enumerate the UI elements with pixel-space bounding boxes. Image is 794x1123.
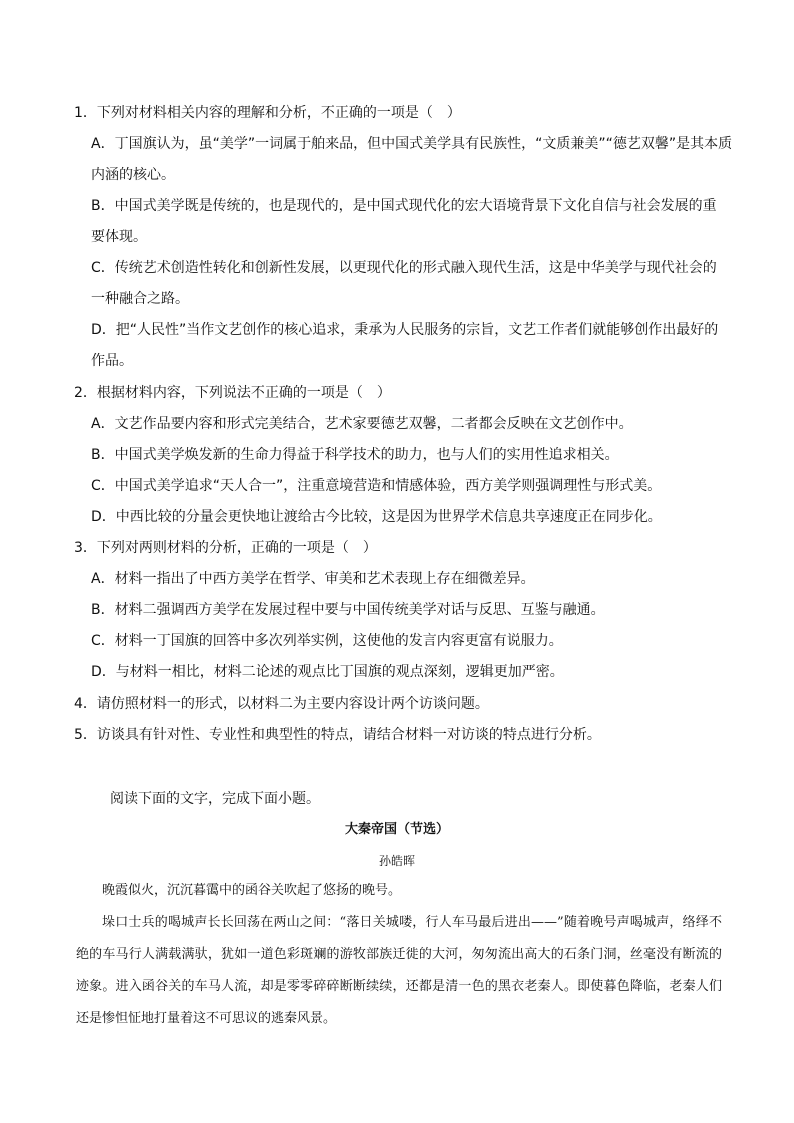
question-1-option-c: C．传统艺术创造性转化和创新性发展，以更现代化的形式融入现代生活，这是中华美学与现代社会的	[91, 260, 717, 276]
question-1-option-d-cont: 作品。	[91, 353, 133, 369]
passage-paragraph-2: 垛口士兵的喝城声长长回荡在两山之间：“落日关城喽，行人车马最后进出——”随着晚号声喝城声，络绎不绝的车马行人满载满驮，犹如一道色彩斑斓的游牧部族迁徙的大河，匆匆流出高大的石条门洞，丝毫没有断流的迹象。进入函谷关的车马人流，却是零零碎碎断断续续，还都是清一色的黑衣老秦人。即使暮色降临，老秦人们还是惨怛怔地打量着这不可思议的逃秦风景。	[76, 915, 722, 1026]
question-3-option-d: D．与材料一相比，材料二论述的观点比丁国旗的观点深刻，逻辑更加严密。	[91, 664, 564, 680]
question-2-option-b: B．中国式美学焕发新的生命力得益于科学技术的助力，也与人们的实用性追求相关。	[91, 447, 619, 463]
reading-instruction: 阅读下面的文字，完成下面小题。	[110, 791, 320, 807]
question-5-stem: 5．访谈具有针对性、专业性和典型性的特点，请结合材料一对访谈的特点进行分析。	[74, 727, 601, 743]
passage-title: 大秦帝国（节选）	[344, 822, 449, 837]
question-2-option-a: A．文艺作品要内容和形式完美结合，艺术家要德艺双馨，二者都会反映在文艺创作中。	[91, 416, 633, 432]
question-1-option-a: A．丁国旗认为，虽“美学”一词属于舶来品，但中国式美学具有民族性，“文质兼美”“德艺双馨”是其本质	[91, 136, 733, 152]
question-1-option-c-cont: 一种融合之路。	[91, 291, 189, 307]
question-3-stem: 3．下列对两则材料的分析，正确的一项是（ ）	[74, 540, 377, 556]
question-1-option-a-cont: 内涵的核心。	[91, 167, 175, 183]
question-1-option-b-cont: 要体现。	[91, 229, 147, 245]
question-1-option-d: D．把“人民性”当作文艺创作的核心追求，秉承为人民服务的宗旨，文艺工作者们就能够创作出最好的	[91, 322, 719, 338]
question-3-option-b: B．材料二强调西方美学在发展过程中要与中国传统美学对话与反思、互鉴与融通。	[91, 602, 605, 618]
passage-author: 孙皓晖	[378, 854, 415, 868]
question-1-stem: 1．下列对材料相关内容的理解和分析，不正确的一项是（ ）	[74, 105, 461, 121]
question-2-option-c: C．中国式美学追求“天人合一”，注重意境营造和情感体验，西方美学则强调理性与形式美。	[91, 478, 662, 494]
question-3-option-c: C．材料一丁国旗的回答中多次列举实例，这使他的发言内容更富有说服力。	[91, 633, 563, 649]
question-3-option-a: A．材料一指出了中西方美学在哲学、审美和艺术表现上存在细微差异。	[91, 571, 535, 587]
question-4-stem: 4．请仿照材料一的形式，以材料二为主要内容设计两个访谈问题。	[74, 696, 489, 712]
question-2-option-d: D．中西比较的分量会更快地让渡给古今比较，这是因为世界学术信息共享速度正在同步化。	[91, 509, 662, 525]
question-1-option-b: B．中国式美学既是传统的，也是现代的，是中国式现代化的宏大语境背景下文化自信与社会发展的重	[91, 198, 717, 214]
passage-paragraph-1: 晚霞似火，沉沉暮霭中的函谷关吹起了悠扬的晚号。	[102, 883, 402, 898]
question-2-stem: 2．根据材料内容，下列说法不正确的一项是（ ）	[74, 385, 391, 401]
